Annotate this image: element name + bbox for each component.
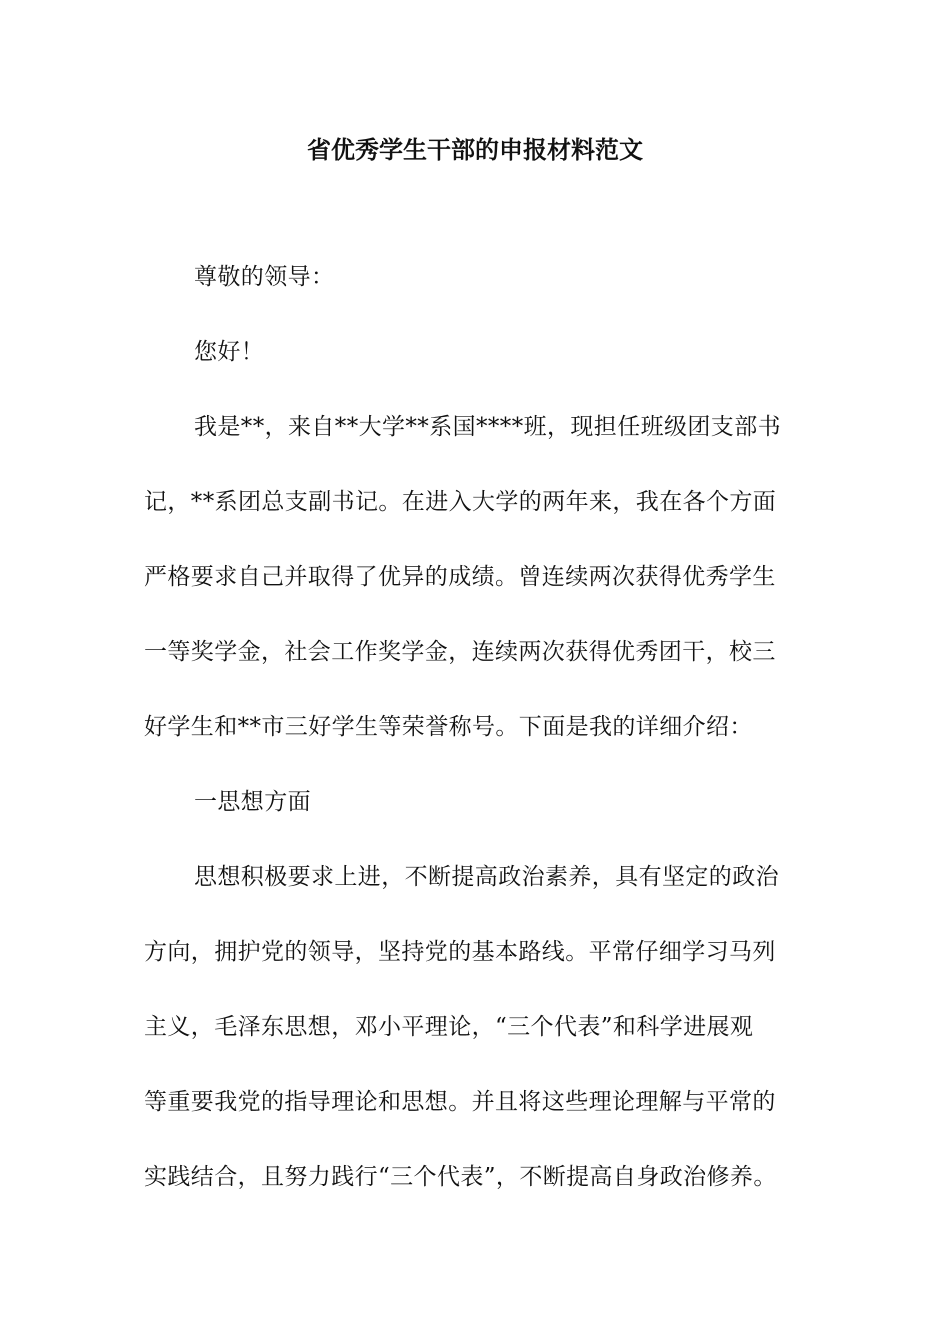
paragraph-line: 方向，拥护党的领导，坚持党的基本路线。平常仔细学习马列 [144, 939, 776, 965]
paragraph-line: 严格要求自己并取得了优异的成绩。曾连续两次获得优秀学生 [144, 564, 776, 590]
paragraph-line: 我是**，来自**大学**系国****班，现担任班级团支部书 [194, 414, 781, 440]
paragraph-line: 好学生和**市三好学生等荣誉称号。下面是我的详细介绍： [144, 714, 753, 740]
greeting: 您好！ [194, 339, 265, 365]
salutation: 尊敬的领导： [194, 264, 335, 290]
paragraph-line: 等重要我党的指导理论和思想。并且将这些理论理解与平常的 [144, 1089, 776, 1115]
paragraph-line: 实践结合，且努力践行“三个代表”，不断提高自身政治修养。 [144, 1164, 777, 1190]
paragraph-line: 主义，毛泽东思想，邓小平理论，“三个代表”和科学进展观 [144, 1014, 754, 1040]
section-heading: 一思想方面 [194, 789, 311, 815]
paragraph-line: 记，**系团总支副书记。在进入大学的两年来，我在各个方面 [144, 489, 777, 515]
paragraph-line: 思想积极要求上进，不断提高政治素养，具有坚定的政治 [194, 864, 779, 890]
document-title: 省优秀学生干部的申报材料范文 [307, 135, 643, 164]
paragraph-line: 一等奖学金，社会工作奖学金，连续两次获得优秀团干，校三 [144, 639, 776, 665]
